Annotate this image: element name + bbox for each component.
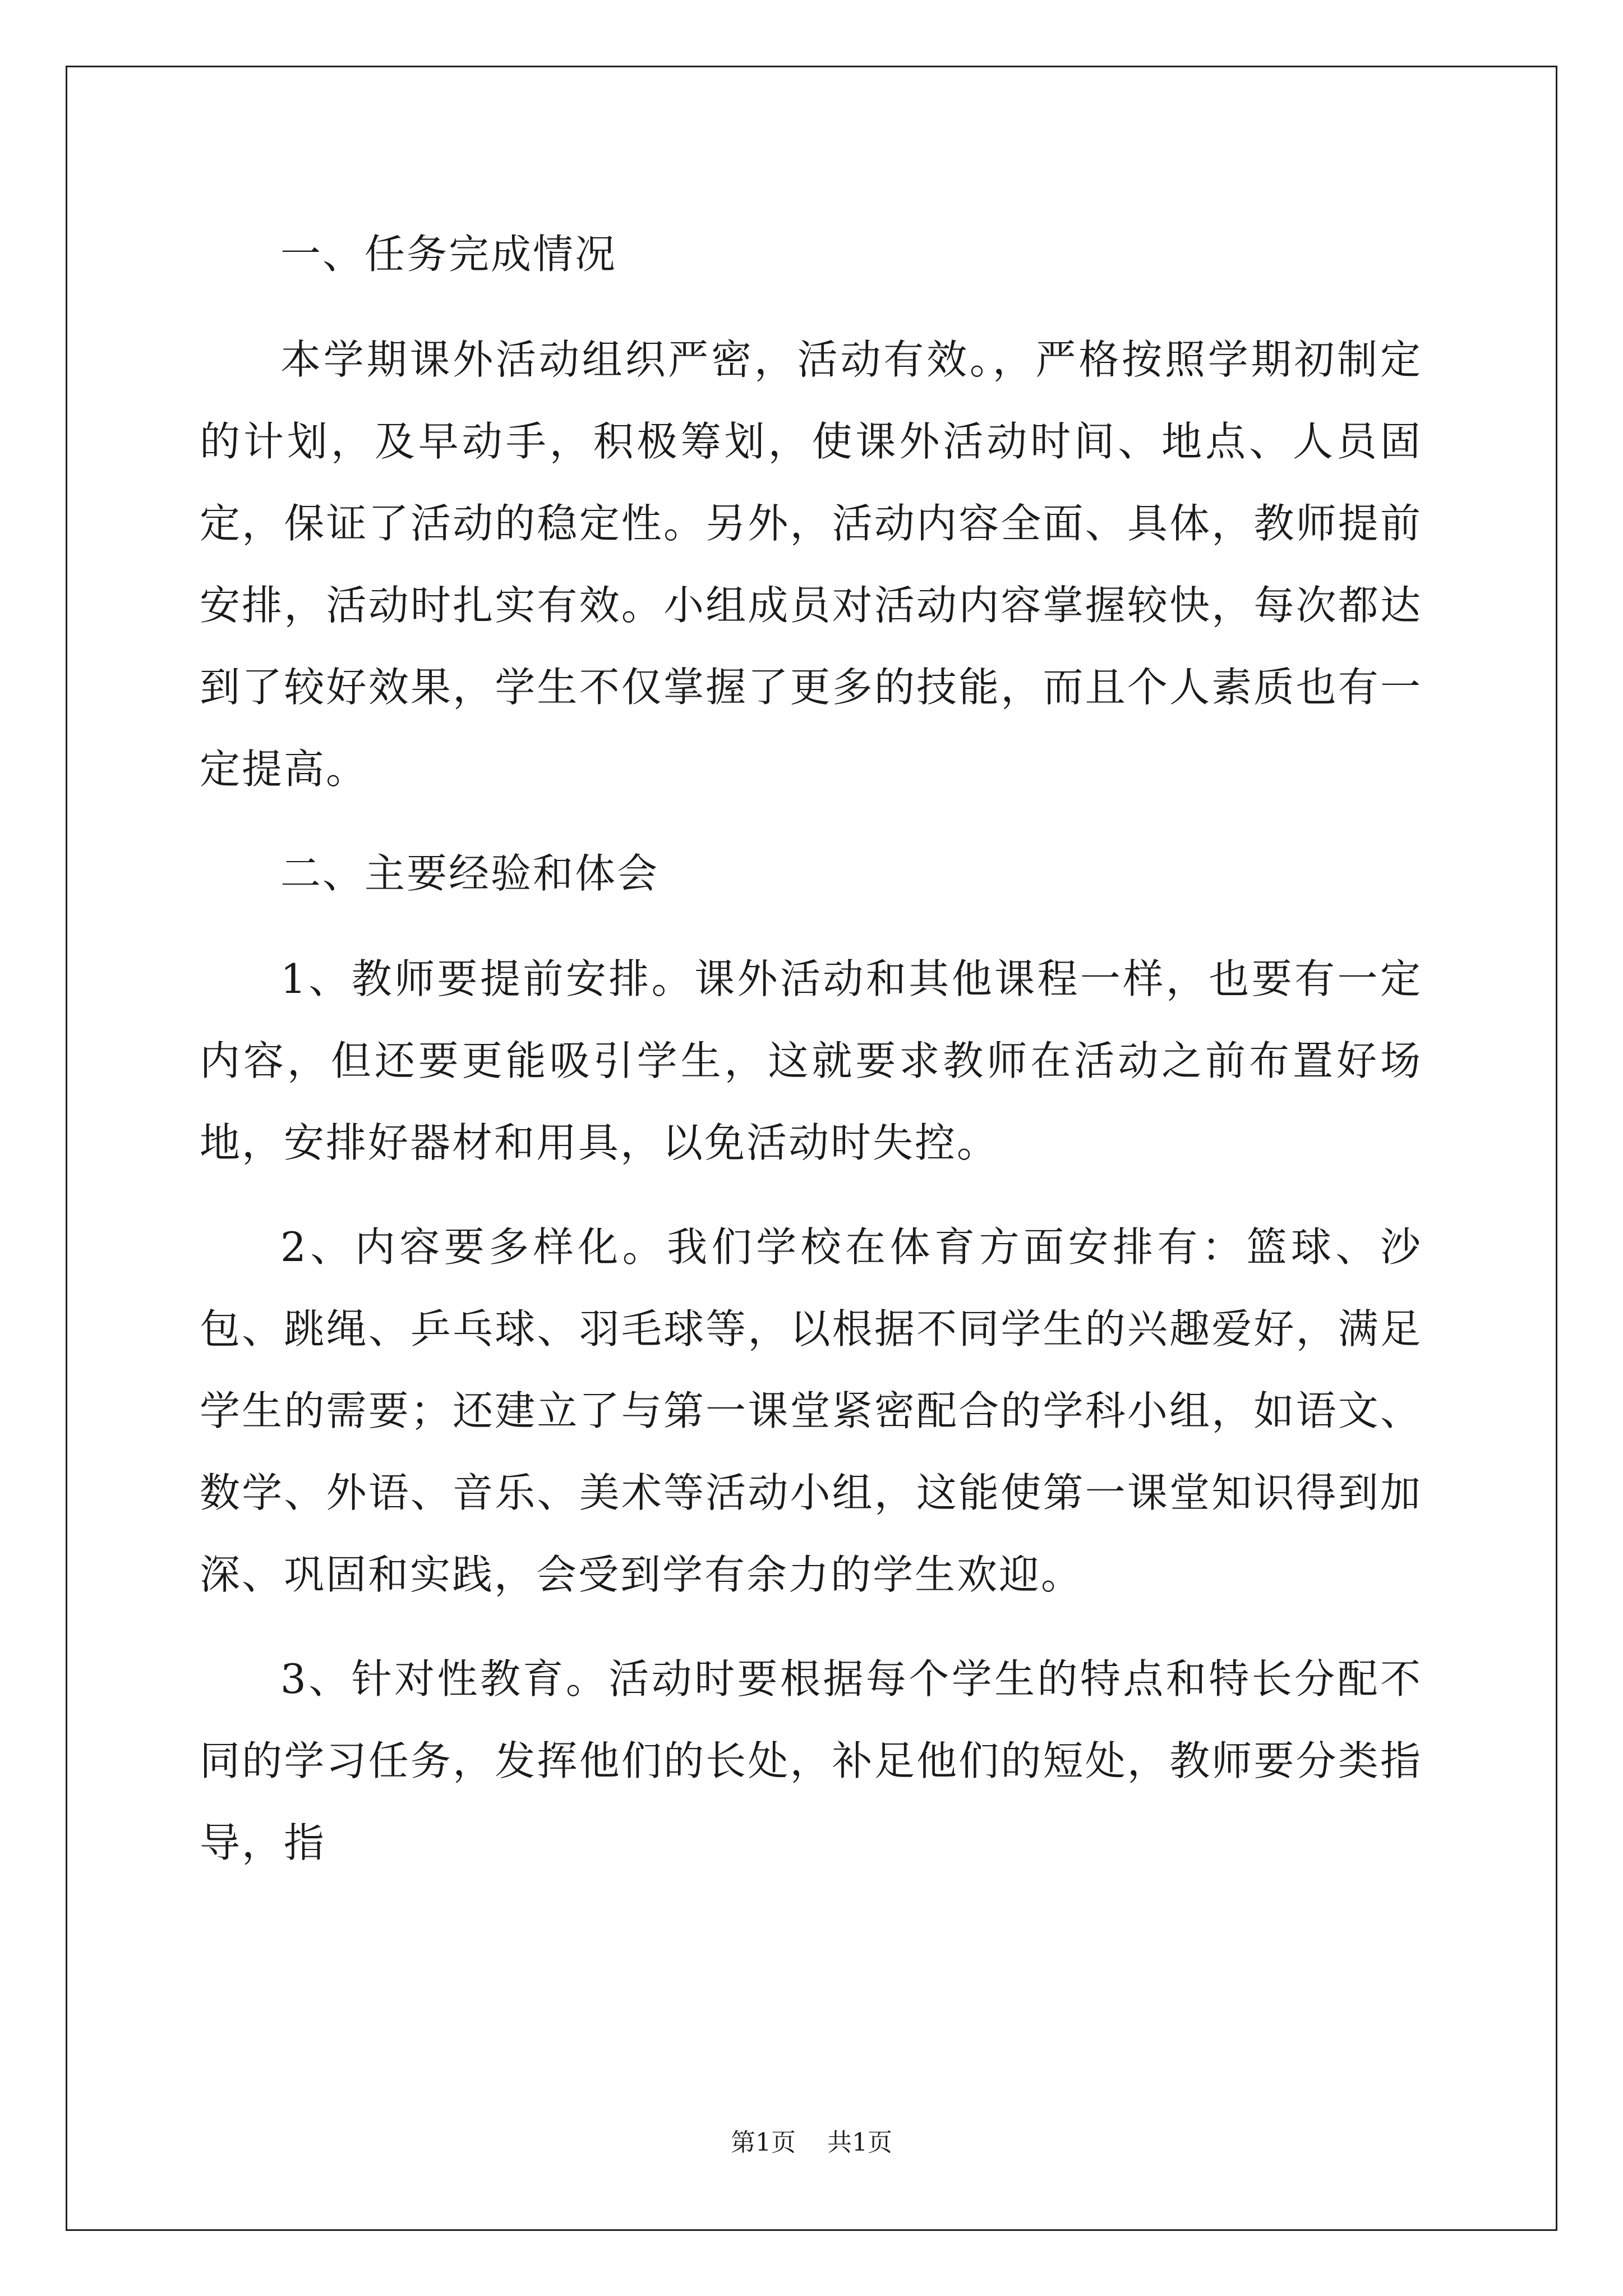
section-heading-2: 二、主要经验和体会 xyxy=(280,850,660,897)
document-body xyxy=(200,213,1422,1906)
page-number-current: 第1页 xyxy=(731,2128,796,2157)
paragraph-1: 本学期课外活动组织严密，活动有效。，严格按照学期初制定的计划，及早动手，积极筹划，使课外活动时间、地点、人员固定，保证了活动的稳定性。另外，活动内容全面、具体，教师提前安排，活动时扎实有效。小组成员对活动内容掌握较快，每次都达到了较好效果，学生不仅掌握了更多的技能，而且个人素质也有一定提高。 xyxy=(200,336,1422,793)
paragraph-2: 1、教师要提前安排。课外活动和其他课程一样，也要有一定内容，但还要更能吸引学生，这就要求教师在活动之前布置好场地，安排好器材和用具，以免活动时失控。 xyxy=(200,955,1422,1166)
section-heading-1: 一、任务完成情况 xyxy=(280,231,617,278)
page-footer xyxy=(0,2126,1623,2160)
paragraph-4: 3、针对性教育。活动时要根据每个学生的特点和特长分配不同的学习任务，发挥他们的长处，补足他们的短处，教师要分类指导，指 xyxy=(200,1655,1422,1866)
page-number-total: 共1页 xyxy=(827,2128,892,2157)
paragraph-3: 2、内容要多样化。我们学校在体育方面安排有：篮球、沙包、跳绳、乒乓球、羽毛球等，以根据不同学生的兴趣爱好，满足学生的需要；还建立了与第一课堂紧密配合的学科小组，如语文、数学、外语、音乐、美术等活动小组，这能使第一课堂知识得到加深、巩固和实践，会受到学有余力的学生欢迎。 xyxy=(200,1223,1422,1598)
